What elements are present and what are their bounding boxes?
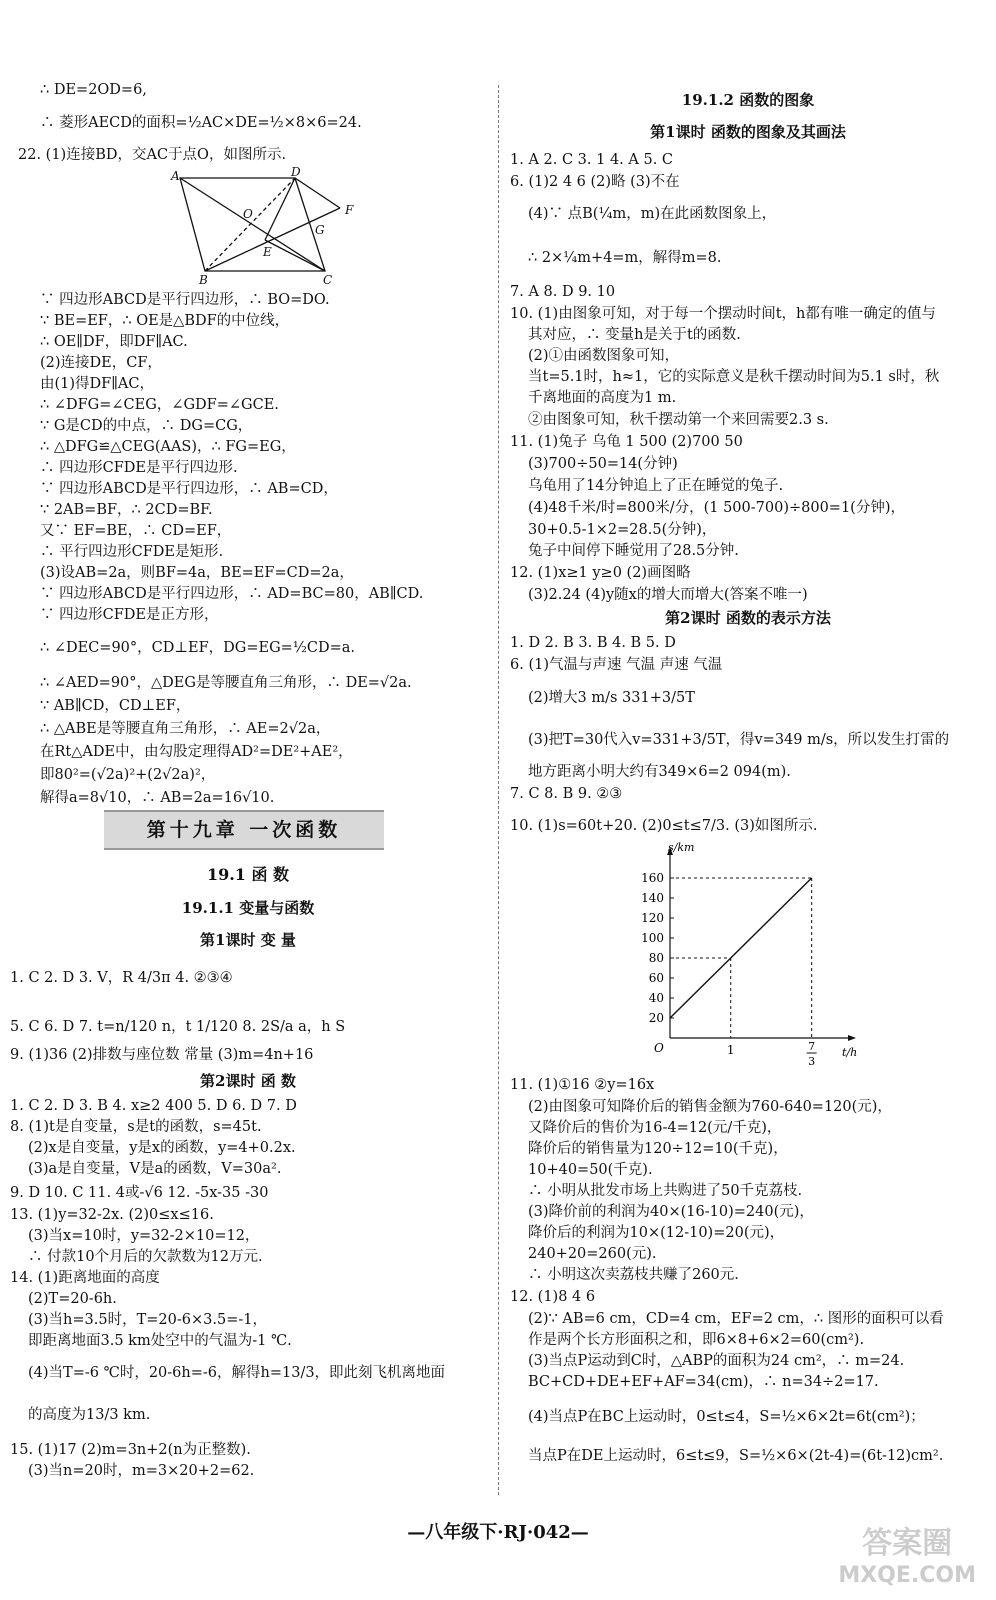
text-line: ∴ 付款10个月后的欠款数为12万元. [28, 1249, 263, 1265]
text-line: 1. C 2. D 3. B 4. x≥2 400 5. D 6. D 7. D [10, 1098, 297, 1114]
text-line: 15. (1)17 (2)m=3n+2(n为正整数). [10, 1442, 251, 1458]
text-line: ∴ OE∥DF，即DF∥AC. [40, 334, 188, 350]
series-line [670, 878, 812, 1018]
text-line: 的高度为13/3 km. [28, 1407, 151, 1423]
text-line: 10. (1)s=60t+20. (2)0≤t≤7/3. (3)如图所示. [510, 818, 818, 834]
text-line: (3)把T=30代入v=331+3/5T，得v=349 m/s，所以发生打雷的 [528, 732, 950, 748]
text-line: ∵ G是CD的中点，∴ DG=CG， [40, 418, 253, 434]
label-e: E [263, 245, 272, 259]
text-line: (2)①由函数图象可知， [528, 348, 680, 364]
text-line: 又降价后的售价为16-4=12(元/千克)， [528, 1120, 782, 1136]
text-line: (3)当n=20时，m=3×20+2=62. [28, 1463, 255, 1479]
y-tick-label: 140 [641, 891, 664, 905]
text-line: 7. C 8. B 9. ②③ [510, 786, 623, 802]
text-line: 11. (1)兔子 乌龟 1 500 (2)700 50 [510, 434, 743, 450]
text-line: (4)48千米/时=800米/分，(1 500-700)÷800=1(分钟)， [528, 500, 905, 516]
text-line: ∴ 小明这次卖荔枝共赚了260元. [528, 1267, 739, 1283]
text-line: 兔子中间停下睡觉用了28.5分钟. [528, 543, 739, 559]
text-line: 10. (1)由图象可知，对于每一个摆动时间t，h都有唯一确定的值与 [510, 306, 936, 322]
x-tick-label: 1 [726, 1043, 735, 1057]
text-line: ∴ ∠DEC=90°，CD⊥EF，DG=EG=½CD=a. [40, 640, 355, 656]
text-line: ∵ BE=EF，∴ OE是△BDF的中位线， [40, 313, 290, 329]
x-tick-label-denominator: 3 [808, 1055, 816, 1068]
text-line: (3)a是自变量，V是a的函数，V=30a². [28, 1161, 282, 1177]
distance-time-chart [630, 841, 860, 1070]
text-line: (3)当h=3.5时，T=20-6×3.5=-1， [28, 1312, 267, 1328]
text-line: ②由图象可知，秋千摆动第一个来回需要2.3 s. [528, 412, 829, 428]
text-line: ∵ 四边形CFDE是正方形， [40, 607, 219, 623]
text-line: 12. (1)8 4 6 [510, 1289, 596, 1305]
text-line: ∴ ∠AED=90°，△DEG是等腰直角三角形，∴ DE=√2a. [40, 675, 412, 691]
text-line: ∴ 小明从批发市场上共购进了50千克荔枝. [528, 1183, 803, 1199]
label-a: A [171, 169, 180, 183]
text-line: BC+CD+DE+EF+AF=34(cm)，∴ n=34÷2=17. [528, 1374, 879, 1390]
x-tick-label-numerator: 7 [808, 1040, 816, 1053]
text-line: 9. (1)36 (2)排数与座位数 常量 (3)m=4n+16 [10, 1047, 314, 1063]
y-tick-label: 40 [648, 991, 664, 1005]
x-axis-arrow [848, 1035, 856, 1041]
text-line: ∵ 四边形ABCD是平行四边形，∴ AB=CD， [40, 481, 338, 497]
text-line: 降价后的销售量为120÷12=10(千克)， [528, 1141, 788, 1157]
text-line: ∴ ∠DFG=∠CEG，∠GDF=∠GCE. [40, 397, 279, 413]
y-axis-label: s/km [668, 841, 695, 854]
text-line: 12. (1)x≥1 y≥0 (2)画图略 [510, 565, 691, 581]
text-line: 1. C 2. D 3. V，R 4/3π 4. ②③④ [10, 970, 233, 986]
watermark-bottom: MXQE.COM [838, 1563, 976, 1588]
text-line: 降价后的利润为10×(12-10)=20(元)， [528, 1225, 785, 1241]
text-line: 地方距离小明大约有349×6=2 094(m). [528, 764, 791, 780]
text-line: 由(1)得DF∥AC， [40, 376, 154, 392]
parallelogram-figure [165, 165, 365, 287]
origin-label: O [654, 1041, 664, 1055]
text-line: 22. (1)连接BD，交AC于点O，如图所示. [18, 147, 287, 163]
text-line: (2)x是自变量，y是x的函数，y=4+0.2x. [28, 1140, 296, 1156]
text-line: 其对应，∴ 变量h是关于t的函数. [528, 327, 741, 343]
y-tick-label: 20 [648, 1011, 664, 1025]
text-line: ∴ △ABE是等腰直角三角形，∴ AE=2√2a， [40, 721, 331, 737]
text-line: (3)当点P运动到C时，△ABP的面积为24 cm²，∴ m=24. [528, 1353, 905, 1369]
text-line: ∴ △DFG≌△CEG(AAS)，∴ FG=EG， [40, 439, 296, 455]
label-o: O [243, 207, 253, 221]
y-tick-label: 60 [648, 971, 664, 985]
text-line: (4)当T=-6 ℃时，20-6h=-6，解得h=13/3，即此刻飞机离地面 [28, 1365, 446, 1381]
text-line: 9. D 10. C 11. 4或-√6 12. -5x-35 -30 [10, 1185, 269, 1201]
text-line: 即80²=(√2a)²+(2√2a)²， [40, 767, 216, 783]
text-line: 在Rt△ADE中，由勾股定理得AD²=DE²+AE²， [40, 744, 353, 760]
text-line: 即距离地面3.5 km处空中的气温为-1 ℃. [28, 1333, 292, 1349]
text-line: 7. A 8. D 9. 10 [510, 284, 616, 300]
y-tick-label: 100 [641, 931, 664, 945]
chapter-title: 第十九章 一次函数 [104, 810, 384, 850]
text-line: 当点P在DE上运动时，6≤t≤9，S=½×6×(2t-4)=(6t-12)cm². [528, 1448, 944, 1464]
page-footer: —八年级下·RJ·042— [407, 1522, 589, 1543]
y-tick-label: 160 [641, 871, 664, 885]
text-line: 乌龟用了14分钟追上了正在睡觉的兔子. [528, 478, 784, 494]
text-line: ∴ DE=2OD=6, [40, 82, 147, 98]
watermark-top: 答案圈 [862, 1526, 953, 1561]
text-line: 1. D 2. B 3. B 4. B 5. D [510, 635, 676, 651]
text-line: ∵ AB∥CD，CD⊥EF， [40, 698, 191, 714]
text-line: (2)∵ AB=6 cm，CD=4 cm，EF=2 cm，∴ 图形的面积可以看 [528, 1311, 944, 1327]
text-line: (3)设AB=2a，则BF=4a，BE=EF=CD=2a， [40, 565, 354, 581]
text-line: 5. C 6. D 7. t=n/120 n，t 1/120 8. 2S/a a，h S [10, 1019, 346, 1035]
label-b: B [199, 273, 208, 287]
text-line: 6. (1)气温与声速 气温 声速 气温 [510, 657, 723, 673]
text-line: 千离地面的高度为1 m. [528, 390, 677, 406]
text-line: ∵ 2AB=BF，∴ 2CD=BF. [40, 502, 213, 518]
text-line: ∴ 四边形CFDE是平行四边形. [40, 460, 238, 476]
text-line: 1. A 2. C 3. 1 4. A 5. C [510, 152, 674, 168]
text-line: ∴ 2×¼m+4=m，解得m=8. [528, 250, 722, 266]
text-line: 10+40=50(千克). [528, 1162, 653, 1178]
text-line: ∵ 四边形ABCD是平行四边形，∴ AD=BC=80，AB∥CD. [40, 586, 424, 602]
watermark-logo [838, 1528, 976, 1592]
label-f: F [345, 203, 354, 217]
subsection-title: 19.1.1 变量与函数 [181, 899, 315, 917]
lesson-title: 第2课时 函数的表示方法 [665, 609, 831, 627]
y-tick-label: 120 [641, 911, 664, 925]
text-line: 14. (1)距离地面的高度 [10, 1270, 160, 1286]
text-line: 作是两个长方形面积之和，即6×8+6×2=60(cm²). [528, 1332, 865, 1348]
lesson-title: 第1课时 函数的图象及其画法 [650, 123, 846, 141]
label-g: G [315, 223, 325, 237]
text-line: (3)2.24 (4)y随x的增大而增大(答案不唯一) [528, 587, 808, 603]
lesson-title: 第2课时 函 数 [200, 1072, 296, 1090]
label-c: C [323, 273, 333, 287]
text-line: 11. (1)①16 ②y=16x [510, 1077, 655, 1093]
text-line: 6. (1)2 4 6 (2)略 (3)不在 [510, 174, 680, 190]
text-line: (3)降价前的利润为40×(16-10)=240(元)， [528, 1204, 814, 1220]
section-title: 19.1.2 函数的图象 [681, 91, 815, 109]
text-line: (3)700÷50=14(分钟) [528, 456, 678, 472]
text-line: (3)当x=10时，y=32-2×10=12， [28, 1228, 260, 1244]
text-line: 240+20=260(元). [528, 1246, 657, 1262]
text-line: ∴ 平行四边形CFDE是矩形. [40, 544, 224, 560]
section-title: 19.1 函 数 [206, 865, 290, 884]
text-line: 解得a=8√10，∴ AB=2a=16√10. [40, 790, 275, 806]
text-line: 当t=5.1时，h≈1，它的实际意义是秋千摆动时间为5.1 s时，秋 [528, 369, 940, 385]
text-line: (4)∵ 点B(¼m，m)在此函数图象上， [528, 206, 777, 222]
column-divider [498, 85, 499, 1495]
text-line: 30+0.5-1×2=28.5(分钟)， [528, 522, 717, 538]
x-axis-label: t/h [842, 1046, 858, 1059]
text-line: 13. (1)y=32-2x. (2)0≤x≤16. [10, 1207, 214, 1223]
text-line: ∵ 四边形ABCD是平行四边形，∴ BO=DO. [40, 292, 330, 308]
text-line: (4)当点P在BC上运动时，0≤t≤4，S=½×6×2t=6t(cm²)； [528, 1409, 925, 1425]
text-line: (2)增大3 m/s 331+3/5T [528, 690, 695, 706]
lesson-title: 第1课时 变 量 [200, 931, 296, 949]
text-line: (2)连接DE，CF， [40, 355, 162, 371]
text-line: 又∵ EF=BE，∴ CD=EF， [40, 523, 232, 539]
text-line: 8. (1)t是自变量，s是t的函数，s=45t. [10, 1119, 262, 1135]
text-line: ∴ 菱形AECD的面积=½AC×DE=½×8×6=24. [40, 115, 362, 131]
text-line: (2)由图象可知降价后的销售金额为760-640=120(元)， [528, 1099, 892, 1115]
label-d: D [291, 165, 301, 179]
y-tick-label: 80 [648, 951, 664, 965]
text-line: (2)T=20-6h. [28, 1291, 117, 1307]
